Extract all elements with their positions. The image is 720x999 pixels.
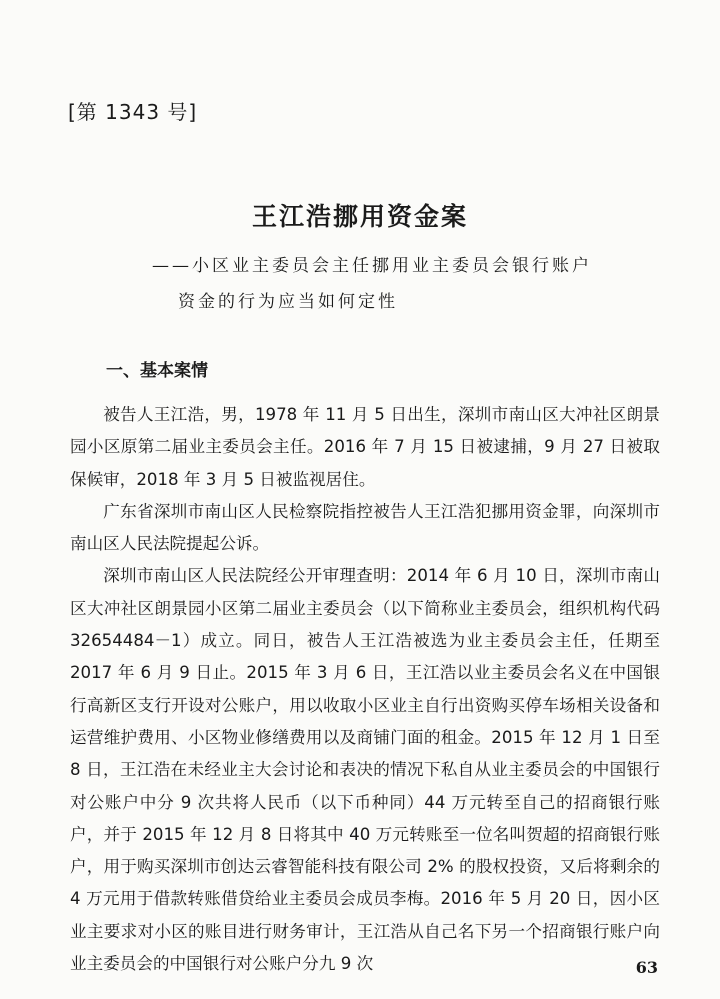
subtitle-line-2: 资金的行为应当如何定性 [178, 292, 398, 312]
case-number: [第 1343 号] [68, 100, 198, 124]
page-number: 63 [635, 958, 658, 977]
section-heading: 一、基本案情 [106, 361, 208, 381]
paragraph: 被告人王江浩，男，1978 年 11 月 5 日出生，深圳市南山区大冲社区朗景园小区原第二届业主委员会主任。2016 年 7 月 15 日被逮捕，9 月 27 日被取保候审，2018 年 3 月 5 日被监视居住。 [70, 405, 660, 489]
subtitle-line-1: ——小区业主委员会主任挪用业主委员会银行账户 [152, 256, 592, 276]
paragraph: 深圳市南山区人民法院经公开审理查明：2014 年 6 月 10 日，深圳市南山区大冲社区朗景园小区第二届业主委员会（以下简称业主委员会，组织机构代码 32654484－1）成立。同日，被告人王江浩被选为业主委员会主任，任期至 2017 年 6 月 9 日止。2015 年 3 月 6 日，王江浩以业主委员会名义在中国银行高新区支行开设对公账户，用以收取小区业主自行出资购买停车场相关设备和运营维护费用、小区物业修缮费用以及商铺门面的租金。2015 年 12 月 1 日至 8 日，王江浩在未经业主大会讨论和表决的情况下私自从业主委员会的中国银行对公账户中分 9 次共将人民币（以下币种同）44 万元转至自己的招商银行账户，并于 2015 年 12 月 8 日将其中 40 万元转账至一位名叫贺超的招商银行账户，用于购买深圳市创达云睿智能科技有限公司 2% 的股权投资，又后将剩余的 4 万元用于借款转账借贷给业主委员会成员李梅。2016 年 5 月 20 日，因小区业主要求对小区的账目进行财务审计，王江浩从自己名下另一个招商银行账户向业主委员会的中国银行对公账户分九 9 次 [70, 566, 660, 974]
paragraph: 广东省深圳市南山区人民检察院指控被告人王江浩犯挪用资金罪，向深圳市南山区人民法院提起公诉。 [70, 501, 660, 554]
case-subtitle [152, 248, 592, 320]
case-title: 王江浩挪用资金案 [251, 202, 468, 231]
body-text [70, 399, 660, 980]
